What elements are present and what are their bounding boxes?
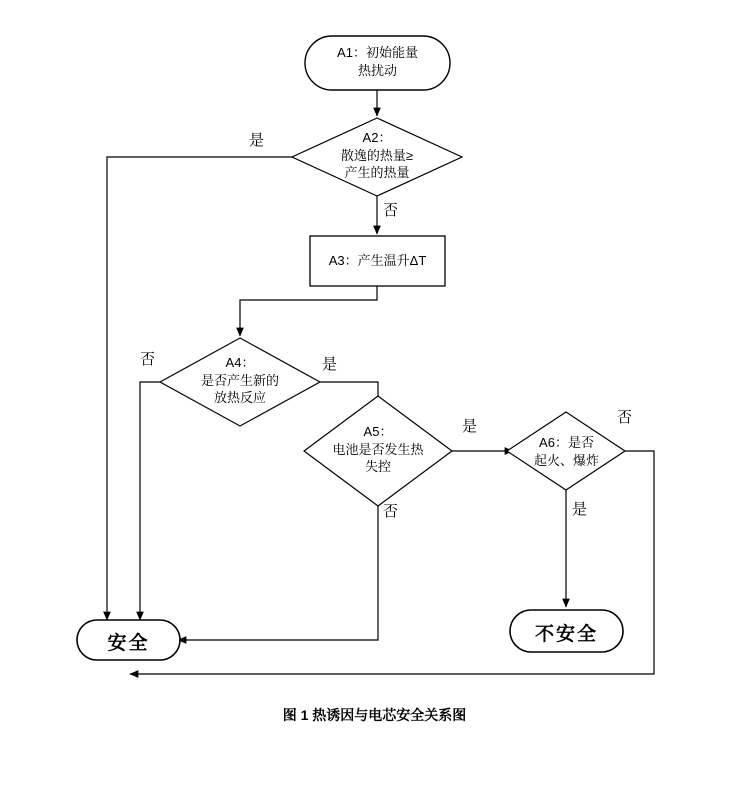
edge-label-a2-yes: 是 <box>249 132 265 149</box>
edge-label-a4-yes: 是 <box>322 356 338 373</box>
node-a2-label: A2： 散逸的热量≥ 产生的热量 <box>340 130 414 181</box>
edge-a3-a4 <box>240 286 377 336</box>
edge-label-a6-no: 否 <box>617 409 633 426</box>
edge-a4-a5 <box>320 382 378 396</box>
node-a6-label: A6：是否 起火、爆炸 <box>533 435 599 468</box>
edge-label-a6-yes: 是 <box>572 501 588 518</box>
edge-a4-safe <box>140 382 160 620</box>
edge-label-a4-no: 否 <box>140 351 156 368</box>
node-a5-shape <box>304 396 452 506</box>
node-a3-shape <box>310 236 445 286</box>
node-safe-label: 安全 <box>107 633 150 654</box>
node-unsafe-label: 不安全 <box>534 624 598 645</box>
node-a2-shape <box>292 118 462 196</box>
node-a5-label: A5： 电池是否发生热 失控 <box>332 424 424 475</box>
edge-label-a5-no: 否 <box>383 503 399 520</box>
node-a4-label: A4： 是否产生新的 放热反应 <box>200 355 279 406</box>
edge-a5-safe <box>178 506 378 640</box>
node-a3-label: A3：产生温升ΔT <box>328 253 427 268</box>
figure-caption: 图 1 热诱因与电芯安全关系图 <box>282 707 467 723</box>
edge-label-a2-no: 否 <box>383 202 399 219</box>
node-a6-shape <box>507 412 625 490</box>
node-a4-shape <box>160 338 320 426</box>
node-a1-label: A1：初始能量 热扰动 <box>337 45 418 78</box>
edge-label-a5-yes: 是 <box>462 418 478 435</box>
node-a1-shape <box>305 36 450 90</box>
